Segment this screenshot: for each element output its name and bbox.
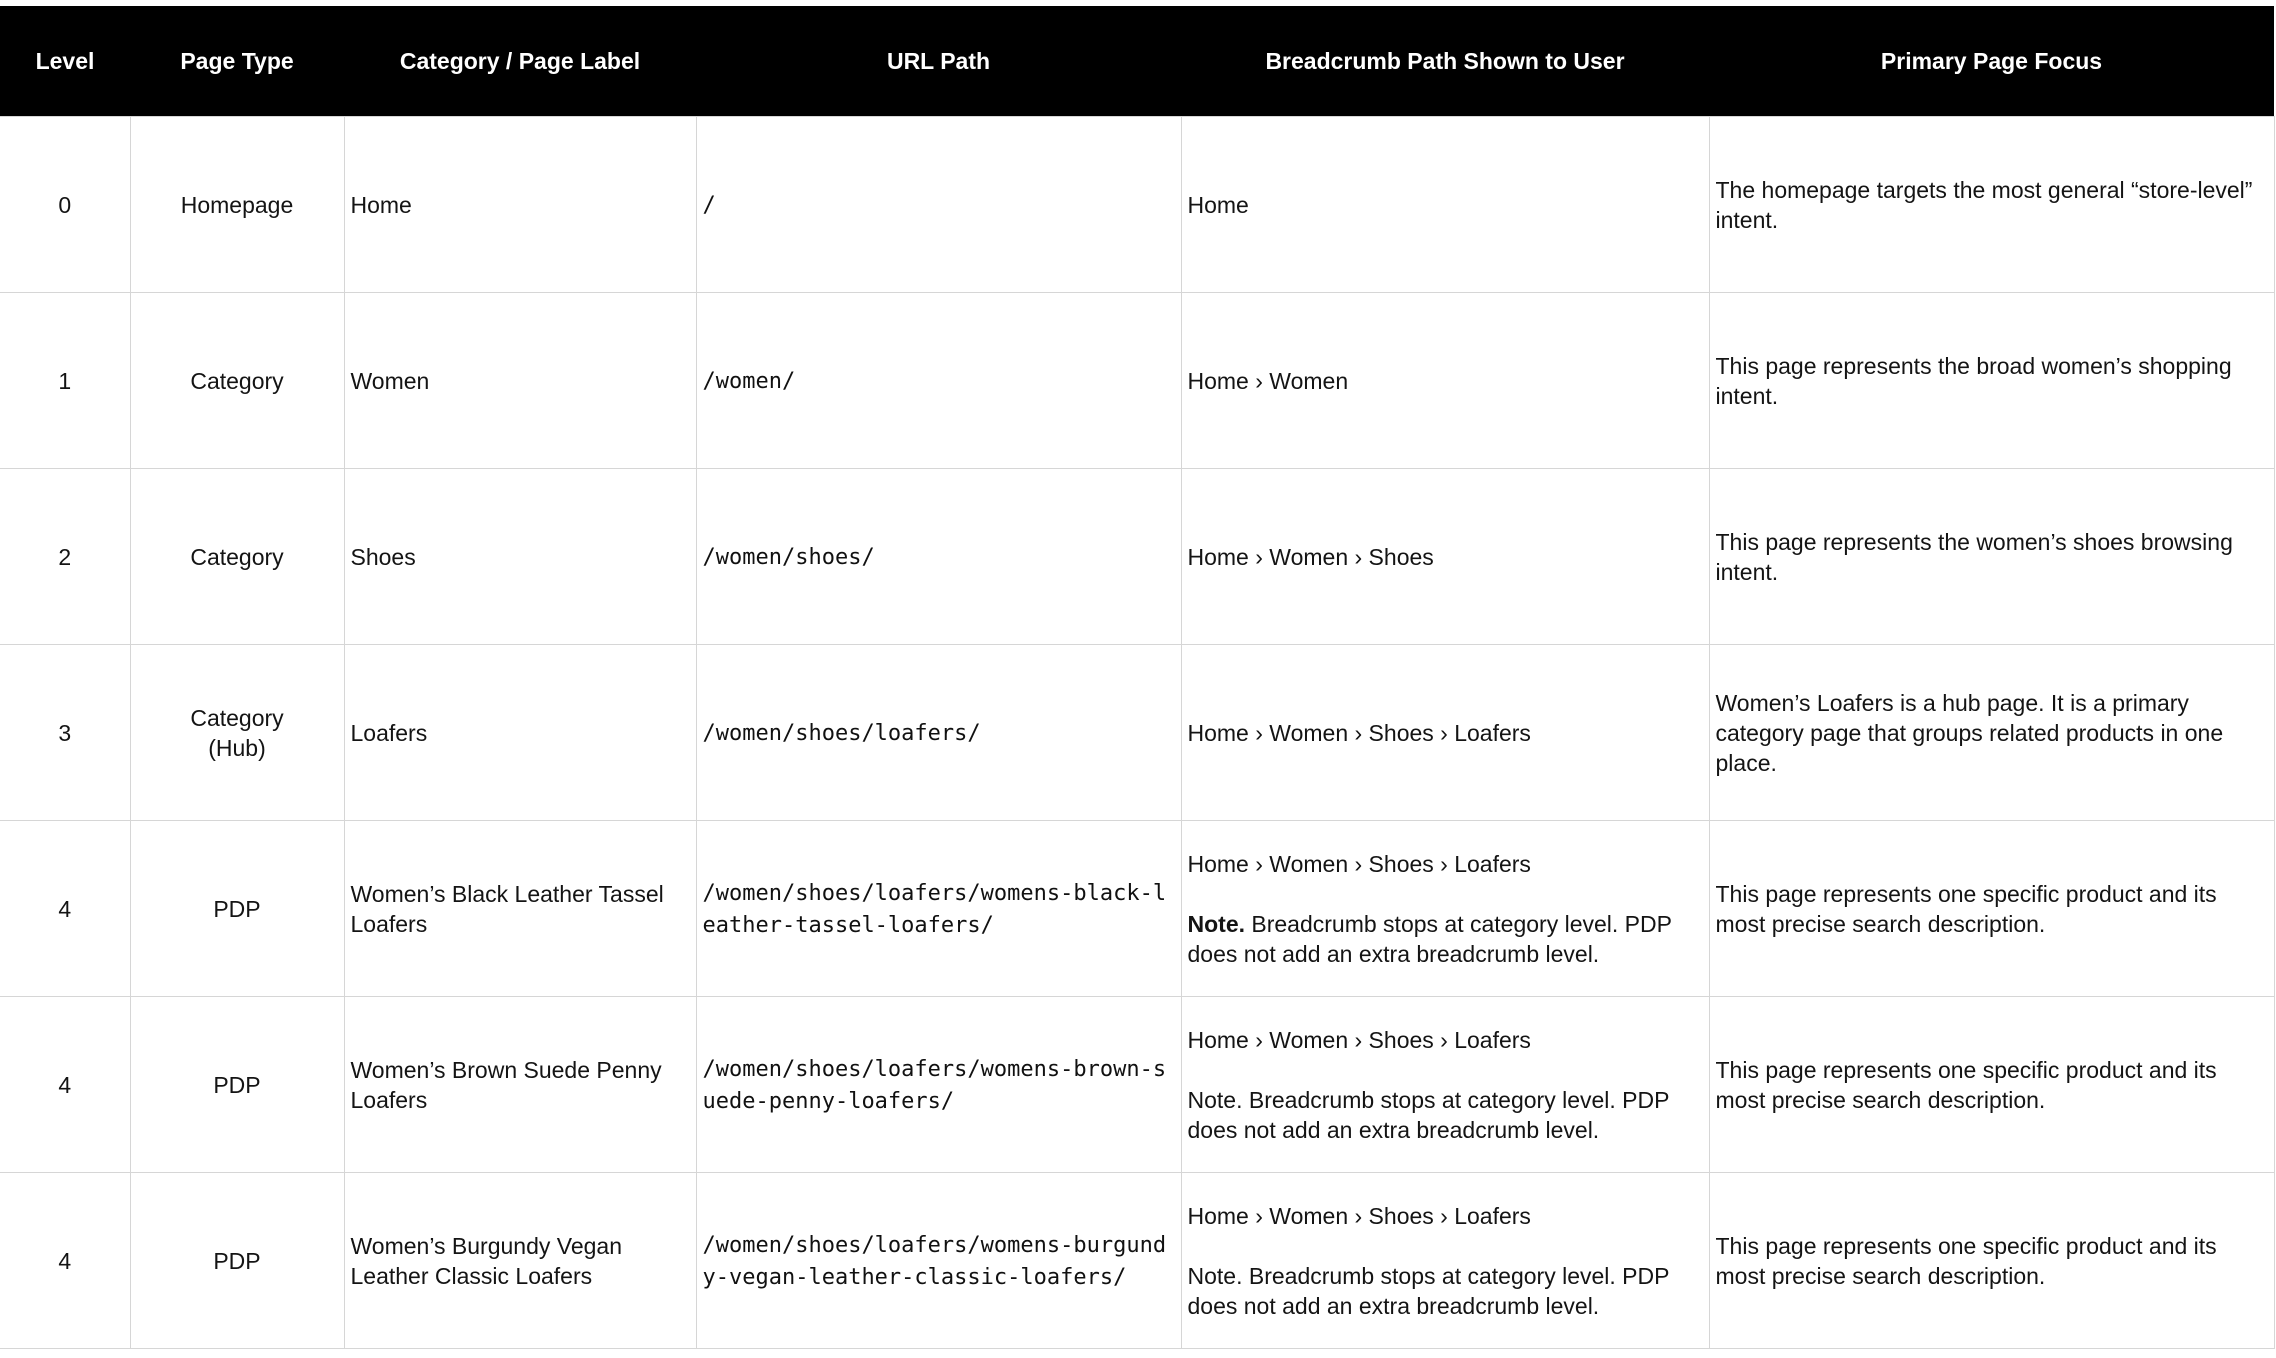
cell-url: [696, 997, 1181, 1173]
cell-label: Women: [344, 293, 696, 469]
breadcrumb-note: [1188, 909, 1703, 969]
cell-level: 3: [0, 645, 130, 821]
header-level: Level: [0, 6, 130, 117]
header-category-label: Category / Page Label: [344, 6, 696, 117]
cell-page-type: PDP: [130, 821, 344, 997]
cell-url: [696, 117, 1181, 293]
breadcrumb-text: Home › Women › Shoes › Loafers: [1187, 1026, 1531, 1053]
table-row: [0, 821, 2274, 997]
breadcrumb-text: Home › Women › Shoes › Loafers: [1187, 850, 1531, 877]
header-page-type: Page Type: [130, 6, 344, 117]
breadcrumb-text: Home › Women › Shoes › Loafers: [1187, 1202, 1531, 1229]
table-row: [0, 117, 2274, 293]
url-path-text: /women/: [702, 368, 796, 394]
cell-breadcrumb: [1181, 469, 1709, 645]
cell-level: 0: [0, 117, 130, 293]
url-path-text: /: [702, 192, 716, 218]
cell-page-type: PDP: [130, 997, 344, 1173]
header-url-path: URL Path: [696, 6, 1181, 117]
breadcrumb-text: Home › Women › Shoes: [1187, 543, 1434, 570]
cell-level: 4: [0, 997, 130, 1173]
cell-focus: This page represents one specific product and its most precise search description.: [1709, 821, 2274, 997]
note-prefix: Note.: [1187, 1086, 1243, 1113]
cell-page-type: PDP: [130, 1173, 344, 1349]
cell-breadcrumb: [1181, 645, 1709, 821]
cell-label: Women’s Black Leather Tassel Loafers: [344, 821, 696, 997]
table-row: [0, 469, 2274, 645]
header-primary-focus: Primary Page Focus: [1709, 6, 2274, 117]
header-row: [0, 6, 2274, 117]
cell-page-type: Homepage: [130, 117, 344, 293]
table-row: [0, 293, 2274, 469]
url-path-text: /women/shoes/loafers/womens-black-leather-tassel-loafers/: [702, 880, 1167, 938]
breadcrumb-text: Home › Women › Shoes › Loafers: [1187, 719, 1531, 746]
note-text: Breadcrumb stops at category level. PDP does not add an extra breadcrumb level.: [1187, 1086, 1670, 1143]
cell-page-type: Category: [130, 293, 344, 469]
header-breadcrumb-path: Breadcrumb Path Shown to User: [1181, 6, 1709, 117]
cell-label: Home: [344, 117, 696, 293]
note-text: Breadcrumb stops at category level. PDP does not add an extra breadcrumb level.: [1187, 1262, 1670, 1319]
cell-level: 2: [0, 469, 130, 645]
breadcrumb-note: [1188, 1085, 1703, 1145]
table-row: [0, 997, 2274, 1173]
table-header: [0, 6, 2274, 117]
cell-label: Loafers: [344, 645, 696, 821]
cell-label: Women’s Burgundy Vegan Leather Classic Loafers: [344, 1173, 696, 1349]
cell-focus: The homepage targets the most general “store-level” intent.: [1709, 117, 2274, 293]
cell-url: [696, 293, 1181, 469]
url-path-text: /women/shoes/loafers/womens-burgundy-vegan-leather-classic-loafers/: [702, 1232, 1167, 1290]
note-text: Breadcrumb stops at category level. PDP does not add an extra breadcrumb level.: [1187, 910, 1672, 967]
cell-url: [696, 821, 1181, 997]
cell-level: 1: [0, 293, 130, 469]
cell-label: Women’s Brown Suede Penny Loafers: [344, 997, 696, 1173]
cell-breadcrumb: [1181, 1173, 1709, 1349]
cell-focus: This page represents the broad women’s shopping intent.: [1709, 293, 2274, 469]
breadcrumb-note: [1188, 1261, 1703, 1321]
cell-url: [696, 1173, 1181, 1349]
url-path-text: /women/shoes/: [702, 544, 875, 570]
cell-url: [696, 469, 1181, 645]
breadcrumb-text: Home › Women: [1187, 367, 1349, 394]
cell-breadcrumb: [1181, 821, 1709, 997]
cell-page-type: Category: [130, 469, 344, 645]
url-path-text: /women/shoes/loafers/: [702, 720, 981, 746]
cell-breadcrumb: [1181, 117, 1709, 293]
cell-label: Shoes: [344, 469, 696, 645]
cell-focus: This page represents one specific product and its most precise search description.: [1709, 1173, 2274, 1349]
cell-focus: This page represents one specific product and its most precise search description.: [1709, 997, 2274, 1173]
cell-level: 4: [0, 821, 130, 997]
table-row: [0, 645, 2274, 821]
note-prefix: Note.: [1187, 910, 1245, 937]
table-body: [0, 117, 2274, 1349]
breadcrumb-text: Home: [1187, 191, 1249, 218]
cell-focus: This page represents the women’s shoes browsing intent.: [1709, 469, 2274, 645]
cell-breadcrumb: [1181, 293, 1709, 469]
site-structure-table: [0, 6, 2275, 1349]
table-row: [0, 1173, 2274, 1349]
note-prefix: Note.: [1187, 1262, 1243, 1289]
url-path-text: /women/shoes/loafers/womens-brown-suede-penny-loafers/: [702, 1056, 1167, 1114]
cell-focus: Women’s Loafers is a hub page. It is a primary category page that groups related products in one place.: [1709, 645, 2274, 821]
cell-url: [696, 645, 1181, 821]
cell-page-type: Category (Hub): [130, 645, 344, 821]
cell-breadcrumb: [1181, 997, 1709, 1173]
cell-level: 4: [0, 1173, 130, 1349]
